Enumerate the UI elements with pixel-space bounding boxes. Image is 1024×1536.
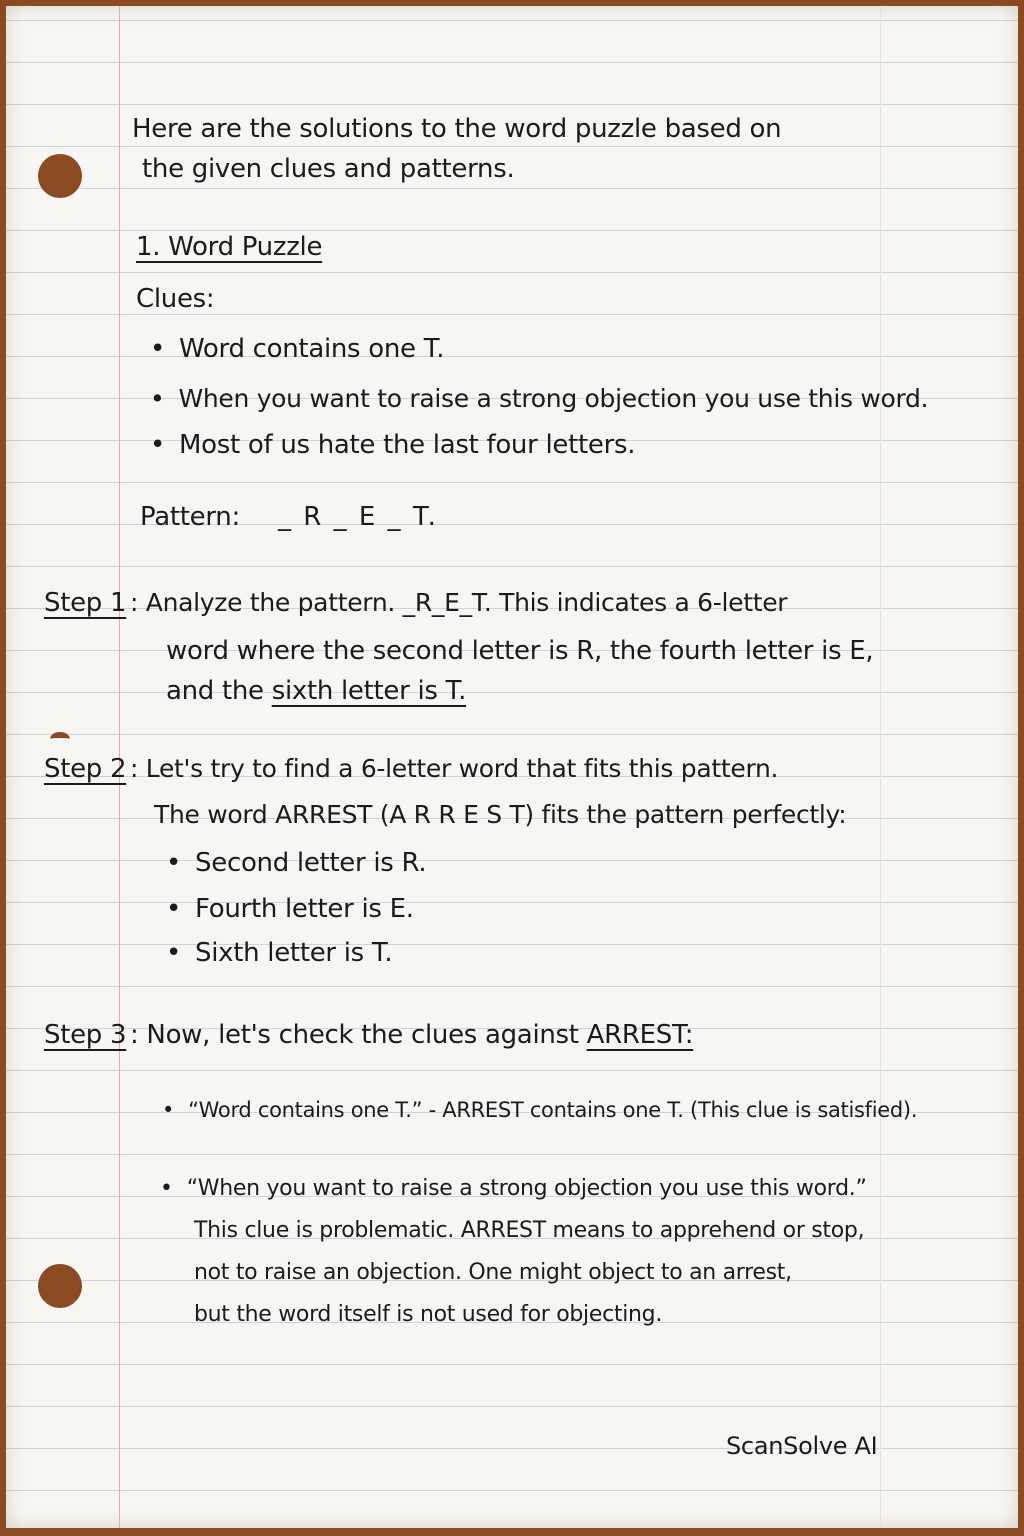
step2-line-2: The word ARREST (A R R E S T) fits the pattern perfectly: <box>154 800 847 829</box>
pattern-label: Pattern: <box>140 502 240 532</box>
clue-item: • When you want to raise a strong objection you use this word. <box>150 384 928 413</box>
check-item-1: • “Word contains one T.” - ARREST contains one T. (This clue is satisfied). <box>162 1098 917 1122</box>
clue-item: • Most of us hate the last four letters. <box>150 430 635 460</box>
intro-line-2: the given clues and patterns. <box>142 154 515 184</box>
step1-line-2: word where the second letter is R, the fourth letter is E, <box>166 636 874 666</box>
check-item-2-line-2: This clue is problematic. ARREST means to apprehend or stop, <box>194 1218 865 1243</box>
punch-hole-top <box>38 154 82 198</box>
step2-bullet: • Sixth letter is T. <box>166 938 392 968</box>
punch-hole-bottom <box>38 1264 82 1308</box>
step2-bullet: • Second letter is R. <box>166 848 426 878</box>
clue-item: • Word contains one T. <box>150 334 444 364</box>
step3-line-1 <box>130 1020 693 1050</box>
margin-line-right <box>880 6 881 1528</box>
check-item-2-line-4: but the word itself is not used for objecting. <box>194 1302 663 1327</box>
step1-line-3-text: and the <box>166 676 272 706</box>
pattern-value: _ R _ E _ T. <box>278 502 438 532</box>
step3-line-1-word: ARREST: <box>586 1020 694 1050</box>
intro-line-1: Here are the solutions to the word puzzle based on <box>132 114 782 144</box>
step2-label: Step 2 <box>44 754 127 784</box>
step2-bullet: • Fourth letter is E. <box>166 894 414 924</box>
step2-line-1: : Let's try to find a 6-letter word that fits this pattern. <box>130 754 779 783</box>
step1-line-1: : Analyze the pattern. _R_E_T. This indicates a 6-letter <box>130 588 788 617</box>
check-item-2-line-3: not to raise an objection. One might object to an arrest, <box>194 1260 792 1285</box>
step1-line-3 <box>166 676 466 706</box>
check-item-2: • “When you want to raise a strong objection you use this word.” <box>160 1176 867 1201</box>
step3-label: Step 3 <box>44 1020 127 1050</box>
signature: ScanSolve AI <box>726 1432 878 1460</box>
clues-label: Clues: <box>136 284 215 314</box>
section-heading: 1. Word Puzzle <box>136 232 323 262</box>
notebook-page <box>6 6 1018 1528</box>
step1-line-3-underlined: sixth letter is T. <box>271 676 467 706</box>
punch-hole-partial <box>50 732 70 746</box>
step3-line-1-text: : Now, let's check the clues against <box>130 1020 587 1050</box>
step1-label: Step 1 <box>44 588 127 618</box>
